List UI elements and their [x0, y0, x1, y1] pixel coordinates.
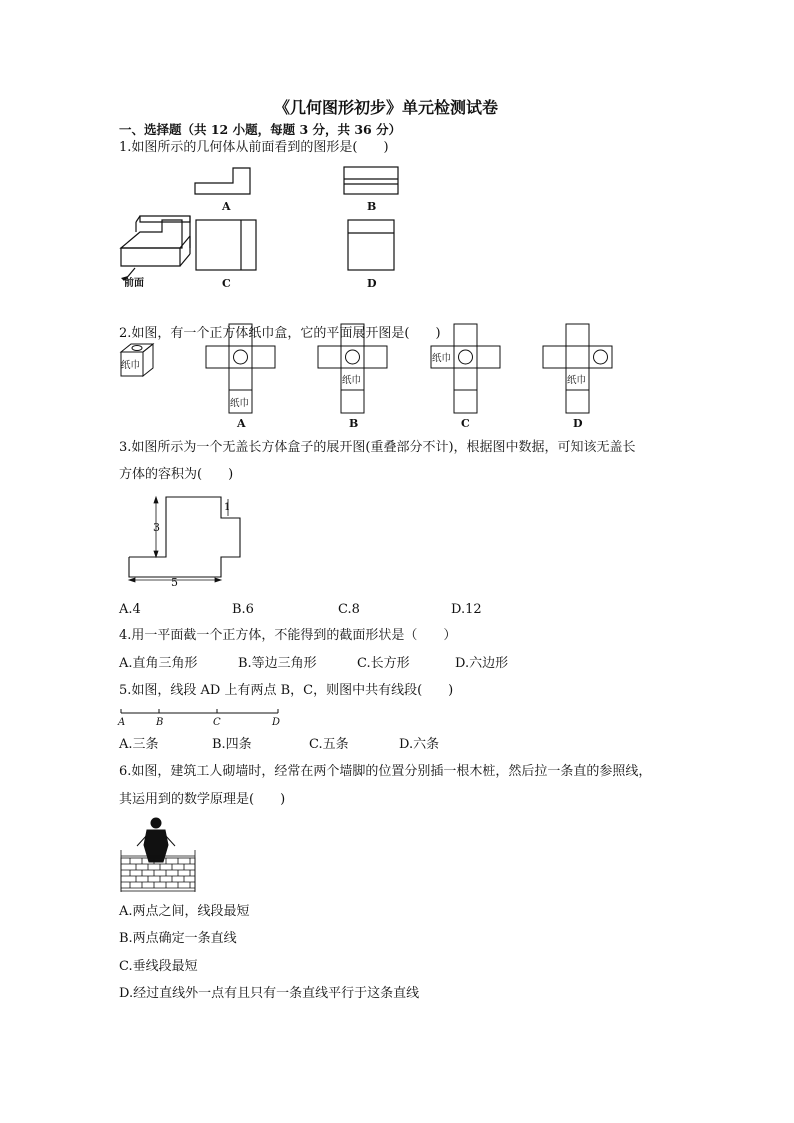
q2-label-c: C	[461, 417, 470, 430]
q3-dim-height: 3	[153, 521, 160, 534]
q1-stem: 1.如图所示的几何体从前面看到的图形是( )	[119, 140, 389, 155]
q4-choice-b: B.等边三角形	[238, 656, 317, 671]
q1-label-b: B	[367, 200, 377, 213]
q3-choice-b: B.6	[232, 602, 254, 617]
q4-choice-c: C.长方形	[357, 656, 410, 671]
q5-point-c: C	[213, 717, 221, 728]
q5-choice-c: C.五条	[309, 737, 349, 752]
q4-choice-a: A.直角三角形	[119, 656, 198, 671]
q5-choice-a: A.三条	[119, 737, 159, 752]
q3-stem-line1: 3.如图所示为一个无盖长方体盒子的展开图(重叠部分不计)，根据图中数据，可知该无盖长	[119, 440, 636, 455]
q1-label-c: C	[222, 277, 231, 290]
q2-box-tissue: 纸巾	[121, 360, 141, 371]
q1-front-label: 前面	[124, 278, 144, 289]
q1-label-d: D	[367, 277, 377, 290]
q2-a-tissue: 纸巾	[230, 398, 250, 409]
q5-point-b: B	[156, 717, 164, 728]
q2-b-tissue: 纸巾	[342, 375, 362, 386]
q6-choice-d: D.经过直线外一点有且只有一条直线平行于这条直线	[119, 986, 420, 1001]
q6-choice-a: A.两点之间，线段最短	[119, 904, 250, 919]
q2-d-tissue: 纸巾	[567, 375, 587, 386]
q5-choice-b: B.四条	[212, 737, 252, 752]
q1-label-a: A	[222, 200, 231, 213]
q3-choice-a: A.4	[119, 602, 141, 617]
q5-point-a: A	[118, 717, 126, 728]
q5-choice-d: D.六条	[399, 737, 440, 752]
q2-label-b: B	[349, 417, 359, 430]
q4-choice-d: D.六边形	[455, 656, 509, 671]
q5-stem: 5.如图，线段 AD 上有两点 B，C，则图中共有线段( )	[119, 683, 454, 698]
q3-choice-c: C.8	[338, 602, 360, 617]
q6-stem-line2: 其运用到的数学原理是( )	[119, 792, 286, 807]
q2-stem: 2.如图，有一个正方体纸巾盒，它的平面展开图是( )	[119, 326, 441, 341]
q3-choice-d: D.12	[451, 602, 482, 617]
q2-c-tissue: 纸巾	[432, 353, 452, 364]
section-heading: 一、选择题（共 12 小题，每题 3 分，共 36 分）	[119, 122, 402, 137]
q4-stem: 4.用一平面截一个正方体，不能得到的截面形状是（ ）	[119, 628, 457, 643]
worker	[137, 818, 175, 862]
q2-label-d: D	[573, 417, 583, 430]
q3-stem-line2: 方体的容积为( )	[119, 467, 234, 482]
q2-label-a: A	[237, 417, 246, 430]
brick-wall	[121, 850, 195, 892]
q6-choice-c: C.垂线段最短	[119, 959, 198, 974]
q6-stem-line1: 6.如图，建筑工人砌墙时，经常在两个墙脚的位置分别插一根木桩，然后拉一条直的参照线，	[119, 764, 652, 779]
q5-point-d: D	[272, 717, 281, 728]
q3-dim-small: 1	[224, 502, 231, 513]
q6-choice-b: B.两点确定一条直线	[119, 931, 237, 946]
page-title: 《几何图形初步》单元检测试卷	[274, 98, 499, 117]
q3-dim-width: 5	[171, 576, 178, 589]
